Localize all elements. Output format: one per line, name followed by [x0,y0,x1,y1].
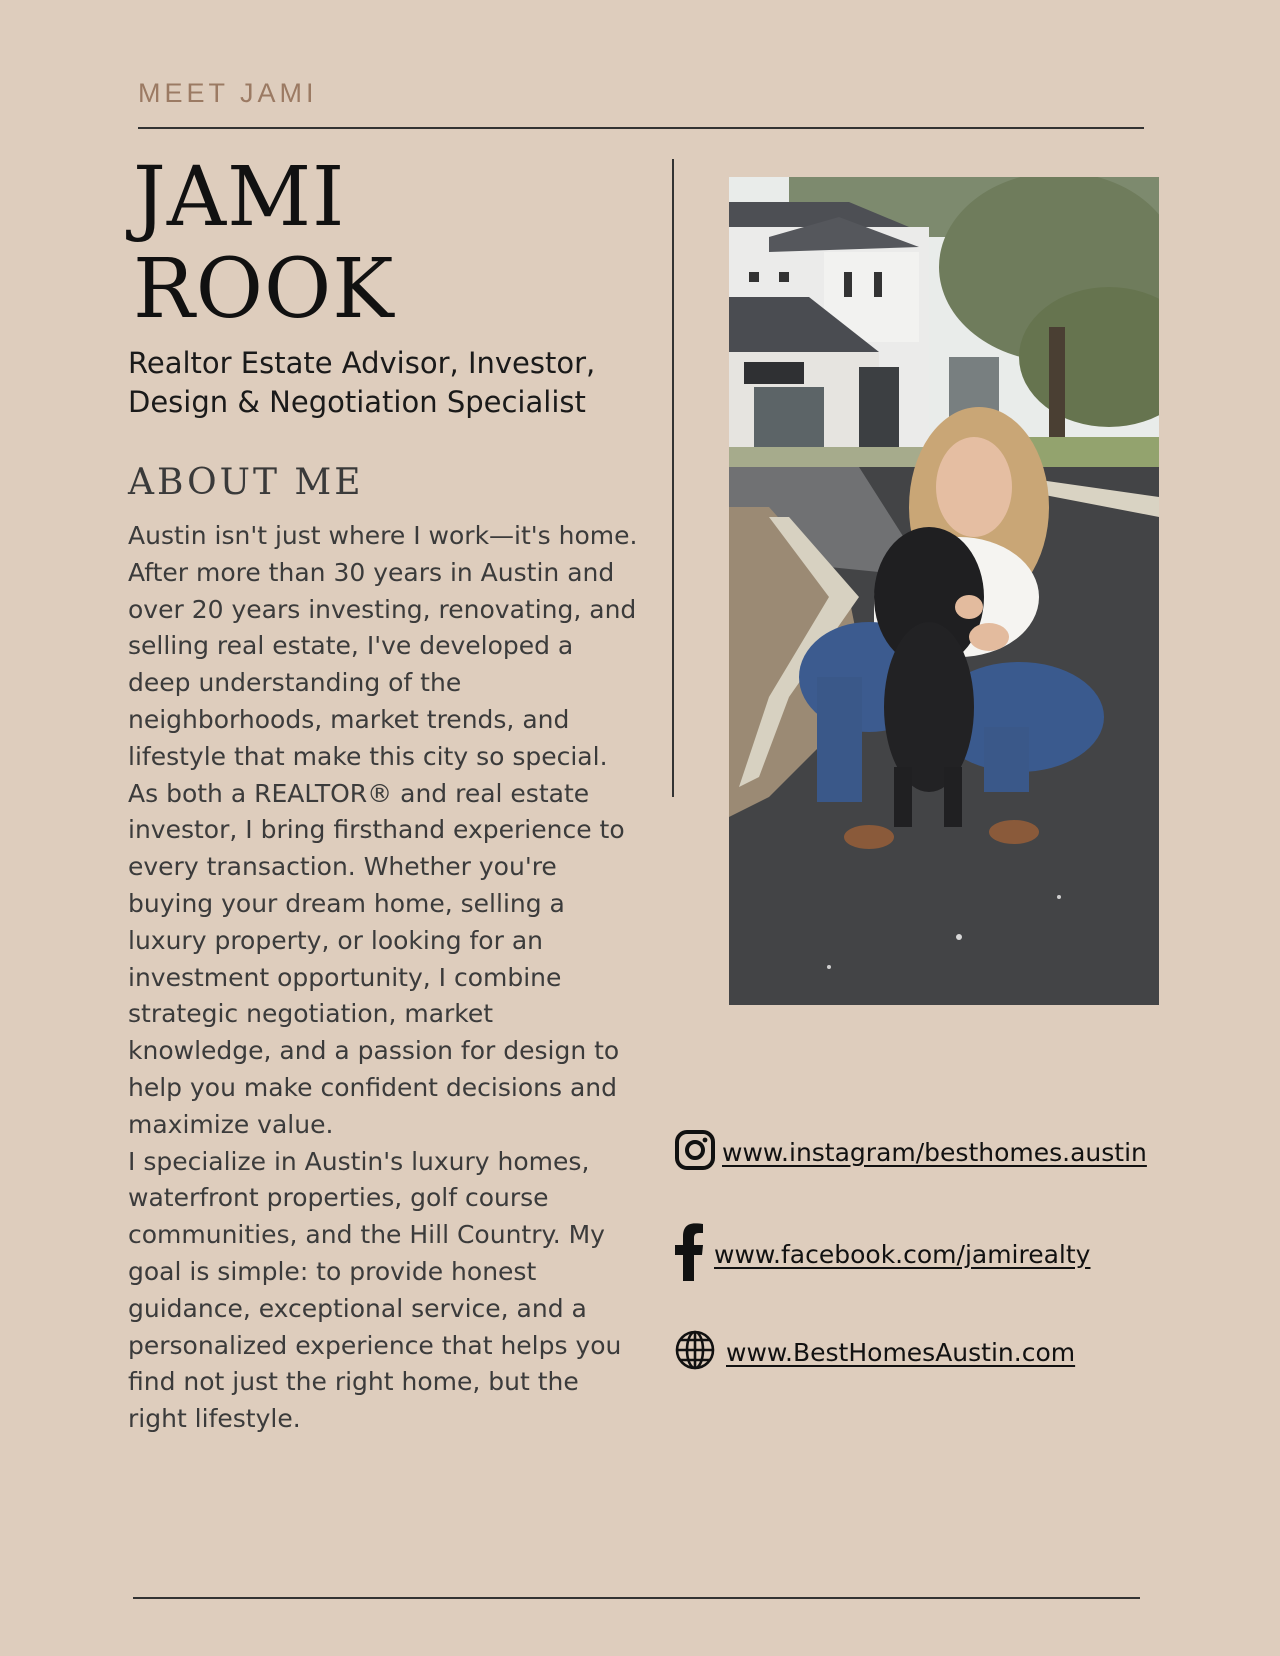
bio-paragraph-3: I specialize in Austin's luxury homes, waterfront properties, golf course communities, and the Hill Country. My goal is simple: to provide honest guidance, exceptional service, and a personalized experience that helps you find not just the right home, but the right lifestyle. [128,1146,622,1434]
section-kicker: MEET JAMI [138,78,318,108]
instagram-row [674,1129,1147,1175]
bottom-divider [133,1597,1140,1599]
facebook-link[interactable]: www.facebook.com/jamirealty [714,1239,1091,1269]
facebook-icon [674,1223,704,1285]
top-divider [138,127,1144,129]
globe-icon [674,1329,716,1375]
agent-title-line-2: Design & Negotiation Specialist [128,385,586,419]
agent-photo [729,177,1159,1005]
bio-paragraph-2: As both a REALTOR® and real estate investor, I bring firsthand experience to every transaction. Whether you're buying your dream home, selling a luxury property, or looking for an investment opportunity, I combine strategic negotiation, market knowledge, and a passion for design to help you make confident decisions and maximize value. [128,778,625,1139]
bio-paragraph-1: Austin isn't just where I work—it's home. After more than 30 years in Austin and over 20 years investing, renovating, and selling real estate, I've developed a deep understanding of the neighborhoods, market trends, and lifestyle that make this city so special. [128,521,638,771]
agent-photo-illustration [729,177,1159,1005]
first-name: JAMI [133,150,346,245]
vertical-divider [672,159,674,797]
about-heading: ABOUT ME [128,462,364,503]
social-links [672,1125,1232,1385]
website-row [674,1329,1075,1375]
instagram-icon [674,1129,716,1175]
website-link[interactable]: www.BestHomesAustin.com [726,1337,1076,1367]
facebook-row [674,1223,1090,1285]
last-name: ROOK [133,242,395,337]
instagram-link[interactable]: www.instagram/besthomes.austin [722,1137,1147,1167]
about-bio [128,518,638,1438]
agent-name [133,152,394,336]
agent-title-line-1: Realtor Estate Advisor, Investor, [128,346,596,380]
agent-title [128,344,668,422]
